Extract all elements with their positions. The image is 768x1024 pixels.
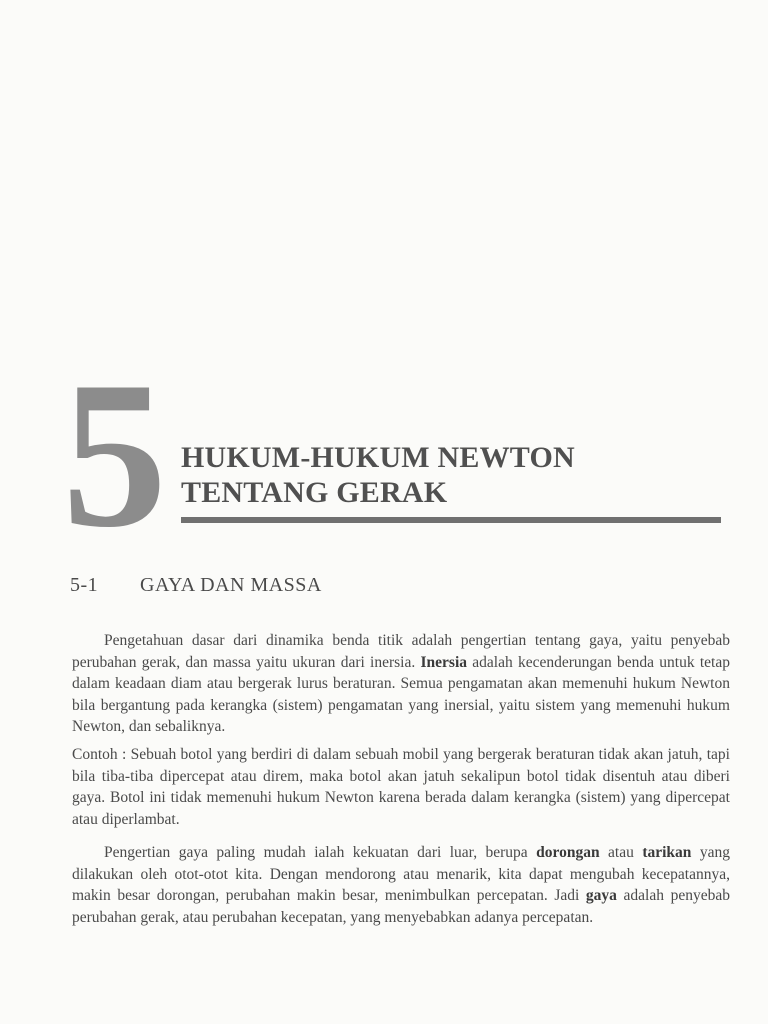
term-inersia: Inersia — [420, 653, 467, 671]
paragraph-3 — [72, 842, 730, 928]
paragraph-2 — [72, 744, 730, 830]
paragraph-3-text-e: yang dilakukan oleh otot-otot kita. Dengan mendorong atau menarik, kita dapat mengubah kecepatannya, makin besar dorongan, perubahan makin besar, menimbulkan percepatan. Jadi — [72, 844, 730, 904]
paragraph-3-text-g: adalah penyebab perubahan gerak, atau perubahan kecepatan, yang menyebabkan adanya percepatan. — [72, 887, 730, 926]
paragraph-3-text-c: atau — [599, 844, 643, 861]
chapter-title — [181, 440, 575, 510]
section-number: 5-1 — [70, 574, 99, 596]
paragraph-1-text-a: Pengetahuan dasar dari dinamika benda titik adalah pengertian tentang gaya, yaitu penyebab perubahan gerak, dan massa yaitu ukuran dari inersia. — [72, 632, 730, 671]
title-underline-rule — [181, 517, 721, 523]
paragraph-2-text: Contoh : Sebuah botol yang berdiri di dalam sebuah mobil yang bergerak beraturan tidak akan jatuh, tapi bila tiba-tiba dipercepat atau direm, maka botol akan jatuh sekalipun botol tidak disentuh atau diberi gaya. Botol ini tidak memenuhi hukum Newton karena berada dalam kerangka (sistem) yang dipercepat atau diperlambat. — [72, 746, 730, 828]
chapter-title-line-2: TENTANG GERAK — [181, 476, 448, 509]
chapter-title-line-1: HUKUM-HUKUM NEWTON — [181, 441, 575, 474]
section-heading — [70, 574, 322, 597]
term-gaya: gaya — [585, 887, 617, 904]
section-title: GAYA DAN MASSA — [140, 574, 322, 596]
term-dorongan: dorongan — [536, 844, 600, 861]
term-tarikan: tarikan — [642, 844, 692, 861]
paragraph-3-text-a: Pengertian gaya paling mudah ialah kekuatan dari luar, berupa — [104, 844, 537, 861]
paragraph-1-text-c: adalah kecenderungan benda untuk tetap dalam keadaan diam atau bergerak lurus beraturan. Semua pengamatan akan memenuhi hukum Newton bila bergantung pada kerangka (sistem) pengamatan yang inersial, yaitu sistem yang memenuhi hukum Newton, dan sebaliknya. — [72, 653, 730, 735]
paragraph-1 — [72, 630, 730, 738]
chapter-number: 5 — [62, 339, 163, 571]
